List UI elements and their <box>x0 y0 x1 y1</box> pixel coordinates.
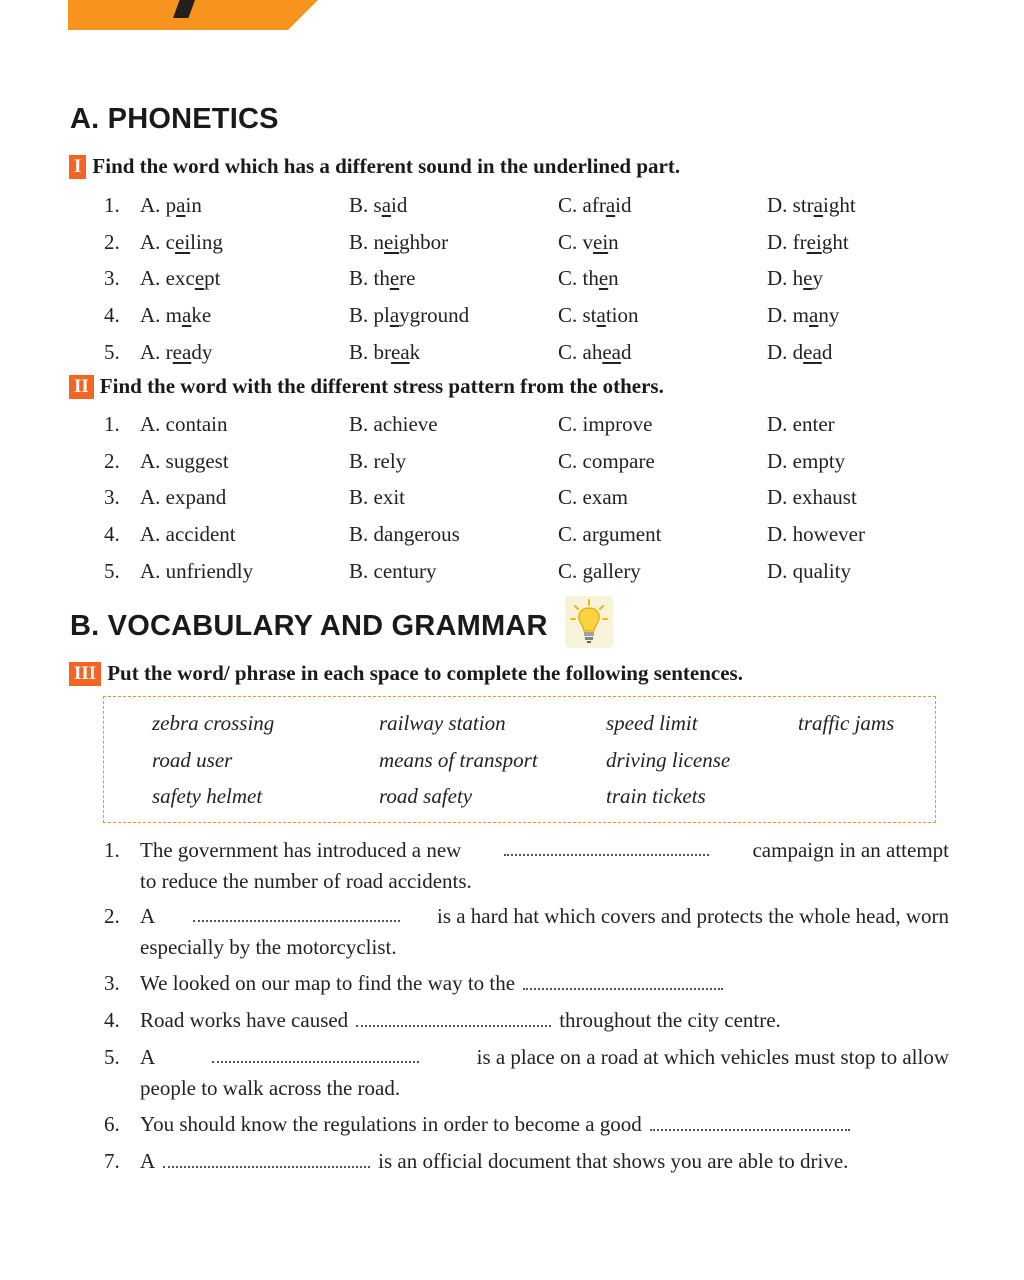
underlined-part: a <box>389 303 400 327</box>
answer-option-a[interactable] <box>140 302 211 328</box>
word-box-item: safety helmet <box>152 784 263 808</box>
section-title-phonetics: A. PHONETICS <box>70 103 279 135</box>
answer-option-b[interactable] <box>349 265 416 291</box>
sentence-text-after: is a place on a road at which vehicles must stop to allow <box>476 1045 949 1069</box>
option-text: n <box>608 230 619 254</box>
option-text: B. n <box>349 230 385 254</box>
option-text: B. th <box>349 266 390 290</box>
sentence-number: 6. <box>104 1112 120 1136</box>
answer-option-c[interactable] <box>558 302 639 328</box>
exercise-3-badge: III <box>69 662 101 686</box>
word-box-item: train tickets <box>606 784 706 808</box>
question-number: 1. <box>104 412 120 436</box>
sentence-row <box>104 904 949 966</box>
sentence-text-before: The government has introduced a new <box>140 838 462 862</box>
answer-option-b[interactable]: B. dangerous <box>349 522 460 546</box>
answer-blank[interactable] <box>504 838 709 856</box>
option-text: A. m <box>140 303 182 327</box>
sentence-row <box>104 1112 949 1142</box>
answer-option-a[interactable]: A. unfriendly <box>140 559 254 583</box>
underlined-part: a <box>176 193 186 217</box>
option-text: D. h <box>767 266 804 290</box>
answer-option-b[interactable]: B. century <box>349 559 437 583</box>
option-text: ling <box>190 230 223 254</box>
sentence-number: 2. <box>104 904 120 928</box>
sentence-line <box>140 1112 949 1137</box>
answer-option-b[interactable]: B. exit <box>349 485 405 509</box>
answer-option-c[interactable] <box>558 229 619 255</box>
header-accent-bar <box>68 0 318 30</box>
option-text: ght <box>821 230 849 254</box>
sentence-text-after: campaign in an attempt <box>752 838 949 862</box>
underlined-part: ea <box>803 340 822 364</box>
option-text: B. s <box>349 193 382 217</box>
sentence-line <box>140 1008 949 1033</box>
answer-option-d[interactable]: D. however <box>767 522 865 546</box>
underlined-part: ea <box>602 340 621 364</box>
answer-option-c[interactable]: C. exam <box>558 485 628 509</box>
sentence-continuation: especially by the motorcyclist. <box>140 935 397 959</box>
sentence-number: 5. <box>104 1045 120 1069</box>
question-number: 3. <box>104 485 120 509</box>
sentence-text-after: is an official document that shows you are able to drive. <box>378 1149 849 1173</box>
header-slash-mark <box>173 0 195 18</box>
answer-blank[interactable] <box>650 1113 850 1131</box>
option-text: k <box>409 340 421 364</box>
answer-option-a[interactable]: A. suggest <box>140 449 229 473</box>
option-text: ke <box>191 303 212 327</box>
answer-blank[interactable] <box>523 972 723 990</box>
answer-blank[interactable] <box>212 1045 419 1063</box>
option-text: n <box>608 266 619 290</box>
answer-option-b[interactable] <box>349 339 420 365</box>
word-box-item: means of transport <box>379 748 538 772</box>
sentence-number: 1. <box>104 838 120 862</box>
option-text: B. br <box>349 340 391 364</box>
option-text: D. fr <box>767 230 807 254</box>
answer-option-a[interactable]: A. contain <box>140 412 228 436</box>
option-text: pt <box>204 266 221 290</box>
answer-option-d[interactable]: D. quality <box>767 559 851 583</box>
underlined-part: a <box>813 193 823 217</box>
answer-option-c[interactable]: C. compare <box>558 449 655 473</box>
answer-option-b[interactable] <box>349 229 448 255</box>
option-text: C. ah <box>558 340 603 364</box>
answer-blank[interactable] <box>356 1009 551 1027</box>
answer-option-c[interactable] <box>558 265 619 291</box>
exercise-3-title: Put the word/ phrase in each space to complete the following sentences. <box>107 661 743 685</box>
option-text: B. pl <box>349 303 390 327</box>
sentence-line <box>140 1045 949 1070</box>
option-text: A. exc <box>140 266 195 290</box>
option-text: ny <box>818 303 840 327</box>
sentence-text-before: We looked on our map to find the way to the <box>140 971 516 995</box>
sentence-text-before: A <box>140 904 156 928</box>
option-text: re <box>399 266 416 290</box>
answer-option-a[interactable] <box>140 265 220 291</box>
sentence-line <box>140 1149 949 1174</box>
answer-option-a[interactable] <box>140 339 212 365</box>
word-box-item: speed limit <box>606 711 698 735</box>
exercise-1-heading <box>69 154 680 179</box>
word-box-item: railway station <box>379 711 506 735</box>
sentence-continuation: to reduce the number of road accidents. <box>140 869 472 893</box>
option-text: d <box>821 340 833 364</box>
answer-option-c[interactable]: C. argument <box>558 522 662 546</box>
sentence-text-before: A <box>140 1045 156 1069</box>
option-text: D. str <box>767 193 814 217</box>
option-text: A. r <box>140 340 173 364</box>
lightbulb-icon <box>565 596 613 648</box>
underlined-part: a <box>381 193 392 217</box>
question-number: 5. <box>104 340 120 364</box>
underlined-part: e <box>389 266 400 290</box>
exercise-1-badge: I <box>69 155 86 179</box>
answer-option-a[interactable]: A. accident <box>140 522 236 546</box>
word-box-item: traffic jams <box>798 711 895 735</box>
option-text: dy <box>191 340 213 364</box>
sentence-text-before: You should know the regulations in order to become a good <box>140 1112 642 1136</box>
answer-option-a[interactable] <box>140 229 223 255</box>
answer-option-c[interactable] <box>558 339 631 365</box>
answer-blank[interactable] <box>193 904 400 922</box>
section-title-vocabulary: B. VOCABULARY AND GRAMMAR <box>70 610 548 642</box>
answer-option-d[interactable]: D. empty <box>767 449 846 473</box>
underlined-part: a <box>182 303 192 327</box>
option-text: tion <box>605 303 639 327</box>
sentence-row <box>104 1008 949 1038</box>
option-text: yground <box>399 303 470 327</box>
underlined-part: e <box>194 266 205 290</box>
sentence-number: 4. <box>104 1008 120 1032</box>
exercise-3-heading <box>69 661 743 686</box>
sentence-text-after: throughout the city centre. <box>559 1008 781 1032</box>
underlined-part: ea <box>172 340 192 364</box>
word-box-item: road safety <box>379 784 473 808</box>
answer-option-a[interactable] <box>140 192 202 218</box>
sentence-continuation: people to walk across the road. <box>140 1076 401 1100</box>
option-text: D. m <box>767 303 809 327</box>
answer-option-d[interactable] <box>767 192 856 218</box>
sentence-text-after: is a hard hat which covers and protects the whole head, worn <box>436 904 949 928</box>
answer-option-a[interactable]: A. expand <box>140 485 227 509</box>
answer-option-b[interactable]: B. rely <box>349 449 407 473</box>
option-text: A. c <box>140 230 175 254</box>
option-text: y <box>812 266 823 290</box>
exercise-1-title: Find the word which has a different sound in the underlined part. <box>92 154 681 178</box>
option-text: C. th <box>558 266 599 290</box>
underlined-part: e <box>803 266 813 290</box>
question-number: 4. <box>104 522 120 546</box>
question-number: 2. <box>104 230 120 254</box>
underlined-part: ei <box>593 230 609 254</box>
answer-option-b[interactable]: B. achieve <box>349 412 438 436</box>
option-text: id <box>615 193 632 217</box>
sentence-line <box>140 904 949 929</box>
word-box-item: road user <box>152 748 233 772</box>
option-text: A. p <box>140 193 177 217</box>
word-box-item: driving license <box>606 748 731 772</box>
question-number: 2. <box>104 449 120 473</box>
option-text: C. afr <box>558 193 606 217</box>
option-text: ghbor <box>399 230 449 254</box>
sentence-line <box>140 838 949 863</box>
option-text: C. st <box>558 303 597 327</box>
sentence-number: 3. <box>104 971 120 995</box>
underlined-part: ei <box>384 230 400 254</box>
option-text: id <box>391 193 408 217</box>
answer-option-d[interactable]: D. enter <box>767 412 835 436</box>
sentence-row <box>104 1045 949 1107</box>
exercise-2-heading <box>69 374 664 399</box>
question-number: 4. <box>104 303 120 327</box>
sentence-text-before: Road works have caused <box>140 1008 349 1032</box>
underlined-part: a <box>809 303 819 327</box>
question-number: 5. <box>104 559 120 583</box>
sentence-text-before: A <box>140 1149 156 1173</box>
answer-option-d[interactable] <box>767 229 849 255</box>
option-text: in <box>185 193 202 217</box>
question-number: 3. <box>104 266 120 290</box>
underlined-part: ei <box>175 230 191 254</box>
option-text: C. v <box>558 230 594 254</box>
option-text: d <box>620 340 632 364</box>
option-text: ight <box>823 193 856 217</box>
underlined-part: ei <box>806 230 822 254</box>
answer-option-b[interactable] <box>349 192 407 218</box>
option-text: D. d <box>767 340 804 364</box>
underlined-part: a <box>596 303 606 327</box>
answer-option-c[interactable] <box>558 192 632 218</box>
answer-option-d[interactable] <box>767 265 823 291</box>
word-box-item: zebra crossing <box>152 711 275 735</box>
sentence-line <box>140 971 949 996</box>
exercise-2-title: Find the word with the different stress pattern from the others. <box>99 374 664 398</box>
underlined-part: a <box>605 193 616 217</box>
answer-option-b[interactable] <box>349 302 469 328</box>
answer-option-d[interactable] <box>767 339 832 365</box>
sentence-row <box>104 1149 949 1179</box>
word-box <box>103 696 936 823</box>
underlined-part: ea <box>391 340 410 364</box>
sentence-row <box>104 838 949 900</box>
answer-option-c[interactable]: C. improve <box>558 412 653 436</box>
sentence-row <box>104 971 949 1001</box>
answer-option-d[interactable]: D. exhaust <box>767 485 857 509</box>
underlined-part: e <box>598 266 609 290</box>
answer-option-d[interactable] <box>767 302 839 328</box>
sentence-number: 7. <box>104 1149 120 1173</box>
answer-option-c[interactable]: C. gallery <box>558 559 641 583</box>
answer-blank[interactable] <box>163 1150 370 1168</box>
question-number: 1. <box>104 193 120 217</box>
exercise-2-badge: II <box>69 375 94 399</box>
